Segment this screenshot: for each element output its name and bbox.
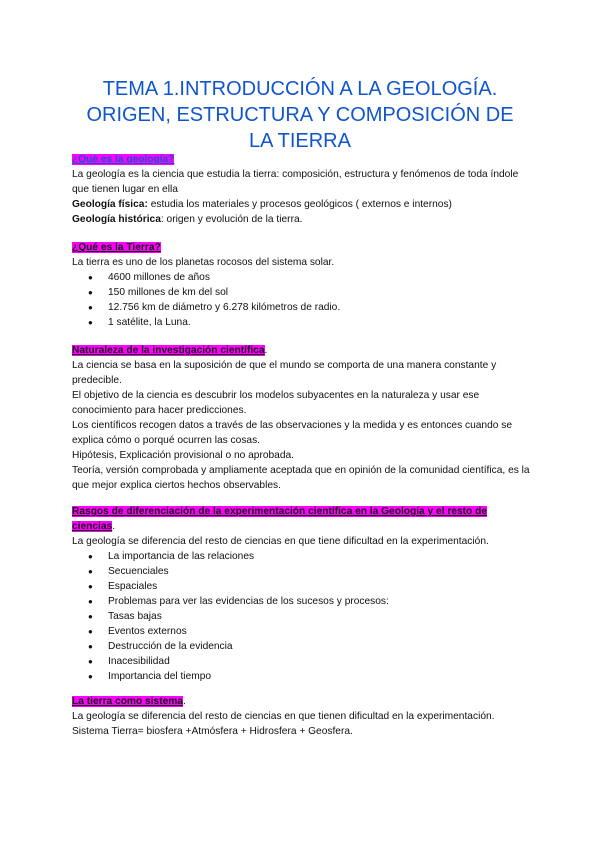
title-line-1: TEMA 1.INTRODUCCIÓN A LA GEOLOGÍA. — [102, 78, 498, 100]
page-title — [60, 76, 540, 154]
list-item: ● Espaciales — [72, 579, 532, 594]
paragraph: La geología se diferencia del resto de ciencias en que tienen dificultad en la experimentación. — [72, 711, 495, 722]
list-item: ● Secuenciales — [72, 564, 532, 579]
section-sistema: La tierra como sistema. La geología se diferencia del resto de ciencias en que tienen dificultad en la experimentación. Sistema Tierra= biosfera +Atmósfera + Hidrosfera + Geosfera. — [72, 694, 532, 739]
section-investigacion: Naturaleza de la investigación científica. La ciencia se basa en la suposición de que el mundo se comporta de una manera constante y predecible. El objetivo de la ciencia es descubrir los modelos subyacentes en la naturaleza y usar ese conocimiento para hacer predicciones. Los científicos recogen datos a través de las observaciones y la medida y es entonces cuando se explica cómo o porqué ocurren las cosas. Hipótesis, Explicación provisional o no aprobada. Teoría, versión comprobada y ampliamente aceptada que en opinión de la comunidad científica, es la que mejor explica ciertos hechos observables. — [72, 343, 532, 493]
paragraph: Geología física: estudia los materiales y procesos geológicos ( externos e internos) — [72, 199, 452, 210]
paragraph: La geología se diferencia del resto de ciencias en que tiene dificultad en la experimentación. — [72, 536, 489, 547]
paragraph: Teoría, versión comprobada y ampliamente aceptada que en opinión de la comunidad científica, es la que mejor explica ciertos hechos observables. — [72, 465, 530, 491]
list-item: ● Destrucción de la evidencia — [72, 639, 532, 654]
list-item: ● Problemas para ver las evidencias de los sucesos y procesos: — [72, 594, 532, 609]
list-item: ● La importancia de las relaciones — [72, 549, 532, 564]
paragraph: Geología histórica: origen y evolución de la tierra. — [72, 214, 303, 225]
bullet-list — [72, 270, 532, 330]
bullet-list — [72, 549, 532, 684]
list-item: ● 4600 millones de años — [72, 270, 532, 285]
paragraph: La tierra es uno de los planetas rocosos del sistema solar. — [72, 257, 335, 268]
paragraph: Los científicos recogen datos a través de las observaciones y la medida y es entonces cuando se explica cómo o porqué ocurren las cosas. — [72, 420, 513, 446]
title-line-3: LA TIERRA — [249, 130, 351, 152]
paragraph: La geología es la ciencia que estudia la tierra: composición, estructura y fenómenos de toda índole que tienen lugar en ella — [72, 169, 519, 195]
section-heading: Naturaleza de la investigación científica — [72, 345, 265, 356]
section-heading: ¿Qué es la Tierra? — [72, 242, 161, 253]
list-item: ● Tasas bajas — [72, 609, 532, 624]
list-item: ● 150 millones de km del sol — [72, 285, 532, 300]
paragraph: Hipótesis, Explicación provisional o no aprobada. — [72, 450, 294, 461]
list-item: ● Inacesibilidad — [72, 654, 532, 669]
section-rasgos: Rasgos de diferenciación de la experimentación científica en la Geología y el resto de ciencias. La geología se diferencia del resto de ciencias en que tiene dificultad en la experimentación. ● La importancia de las relaciones ● Secuenciales ● Espaciales ● Problemas para ver las evidencias de los sucesos y procesos: ● Tasas bajas ● Eventos externos ● Destrucción de la evidencia ● Inacesibilidad ● Importancia del tiempo — [72, 504, 532, 684]
list-item: ● Eventos externos — [72, 624, 532, 639]
paragraph: La ciencia se basa en la suposición de que el mundo se comporta de una manera constante y predecible. — [72, 360, 497, 386]
term: Geología física: — [72, 199, 148, 210]
section-tierra — [72, 240, 532, 330]
section-heading: La tierra como sistema — [72, 696, 183, 707]
section-geologia — [72, 152, 532, 227]
paragraph: El objetivo de la ciencia es descubrir los modelos subyacentes en la naturaleza y usar ese conocimiento para hacer predicciones. — [72, 390, 480, 416]
list-item: ● 1 satélite, la Luna. — [72, 315, 532, 330]
term: Geología histórica — [72, 214, 161, 225]
paragraph: Sistema Tierra= biosfera +Atmósfera + Hidrosfera + Geosfera. — [72, 726, 353, 737]
title-line-2: ORIGEN, ESTRUCTURA Y COMPOSICIÓN DE — [86, 104, 514, 126]
section-heading: ¿Qué es la geología? — [72, 154, 175, 165]
list-item: ● 12.756 km de diámetro y 6.278 kilómetros de radio. — [72, 300, 532, 315]
list-item: ● Importancia del tiempo — [72, 669, 532, 684]
section-heading: Rasgos de diferenciación de la experimentación científica en la Geología y el resto de ciencias — [72, 506, 487, 532]
